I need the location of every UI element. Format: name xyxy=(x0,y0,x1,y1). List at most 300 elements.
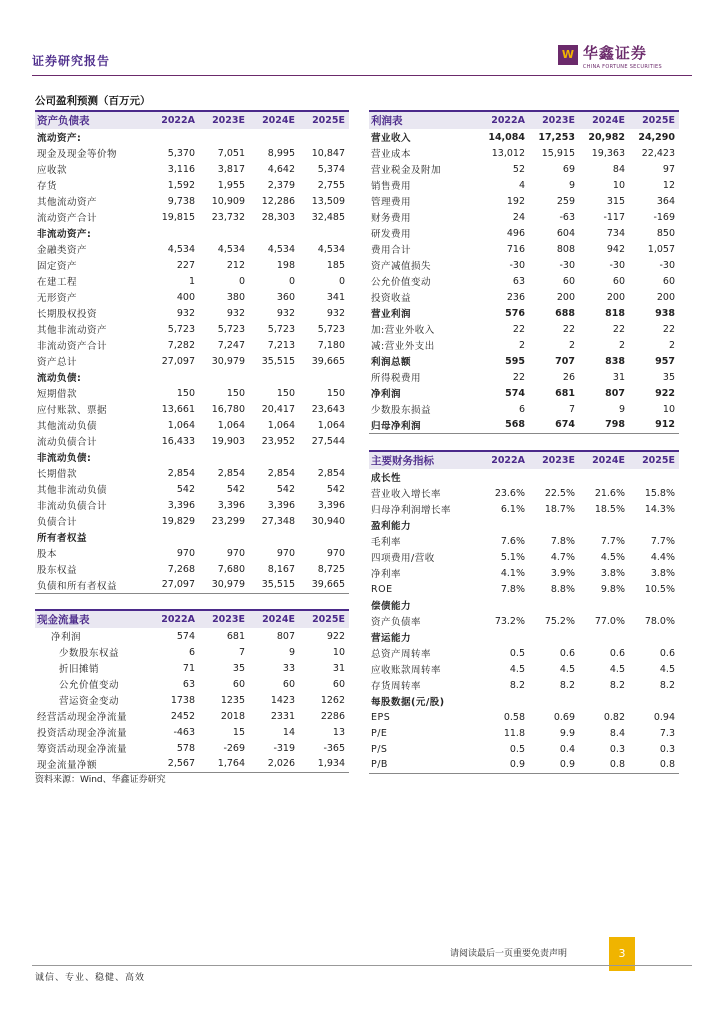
row-label: 筹资活动现金净流量 xyxy=(37,744,128,755)
cell-value: 31 xyxy=(332,662,345,674)
table-row xyxy=(35,417,349,433)
cell-value: 6.1% xyxy=(500,503,525,515)
table-row xyxy=(369,645,679,661)
table-row xyxy=(369,289,679,305)
cell-value: 2,854 xyxy=(267,467,295,479)
cell-value: 22 xyxy=(612,323,625,335)
cell-value: 14.3% xyxy=(644,503,675,515)
table-row xyxy=(369,757,679,773)
cell-value: -319 xyxy=(273,742,295,754)
table-row xyxy=(369,273,679,289)
cell-value: 2,379 xyxy=(267,179,295,191)
cell-value: 0.9 xyxy=(529,757,579,773)
row-label: P/E xyxy=(371,727,388,739)
cell-value: 7,213 xyxy=(267,339,295,351)
cell-value: 542 xyxy=(226,483,245,495)
table-row xyxy=(369,257,679,273)
cell-value: 22 xyxy=(512,323,525,335)
cell-value xyxy=(479,693,529,709)
cell-value: 9 xyxy=(618,403,625,415)
cell-value xyxy=(579,693,629,709)
cell-value: 2 xyxy=(518,339,525,351)
table-row xyxy=(35,161,349,177)
cell-value: 2,854 xyxy=(167,467,195,479)
row-label: 加:营业外收入 xyxy=(371,325,435,336)
cell-value: 970 xyxy=(276,547,295,559)
cell-value: 10 xyxy=(662,403,675,415)
cell-value: 32,485 xyxy=(311,211,345,223)
table-row xyxy=(35,129,349,145)
cell-value: 2,567 xyxy=(149,756,199,772)
cell-value: 3,396 xyxy=(167,499,195,511)
cell-value: 22.5% xyxy=(544,487,575,499)
cell-value: 200 xyxy=(606,291,625,303)
cell-value: 15 xyxy=(232,726,245,738)
cell-value: 8,995 xyxy=(267,147,295,159)
table-row xyxy=(369,337,679,353)
cell-value: 364 xyxy=(656,195,675,207)
table-row xyxy=(35,644,349,660)
year-header: 2024E xyxy=(249,610,299,628)
cell-value: 60 xyxy=(562,275,575,287)
row-label: 非流动负债: xyxy=(37,453,92,464)
cell-value: 1,764 xyxy=(199,756,249,772)
cell-value: 0.69 xyxy=(553,711,575,723)
table-row xyxy=(369,417,679,433)
row-label: 金融类资产 xyxy=(37,245,88,256)
year-header: 2023E xyxy=(529,111,579,129)
cell-value: 7 xyxy=(238,646,245,658)
row-label: 少数股东损益 xyxy=(371,405,432,416)
cell-value: 22,423 xyxy=(641,147,675,159)
cell-value: 7.7% xyxy=(600,535,625,547)
cell-value: 17,253 xyxy=(538,131,575,143)
cell-value: 1,057 xyxy=(647,243,675,255)
cell-value: 16,433 xyxy=(161,435,195,447)
cell-value: 0.5 xyxy=(509,647,525,659)
cell-value: 11.8 xyxy=(503,727,525,739)
cell-value: 185 xyxy=(326,259,345,271)
cell-value: 3.8% xyxy=(600,567,625,579)
cell-value: 2 xyxy=(668,339,675,351)
table-row xyxy=(35,724,349,740)
cell-value xyxy=(579,629,629,645)
cell-value: 4.5 xyxy=(559,663,575,675)
cell-value xyxy=(479,469,529,485)
cell-value xyxy=(199,369,249,385)
cell-value: 2 xyxy=(568,339,575,351)
table-row xyxy=(369,581,679,597)
row-label: ROE xyxy=(371,583,393,595)
year-header: 2025E xyxy=(299,111,349,129)
year-header: 2025E xyxy=(629,451,679,469)
cell-value: 63 xyxy=(182,678,195,690)
cell-value: 19,829 xyxy=(161,515,195,527)
table-row xyxy=(35,660,349,676)
cash-flow-table xyxy=(35,609,349,773)
cell-value: 3,817 xyxy=(217,163,245,175)
cell-value: 1,934 xyxy=(299,756,349,772)
cell-value: 380 xyxy=(226,291,245,303)
table-row xyxy=(369,613,679,629)
row-label: 偿债能力 xyxy=(371,601,412,612)
row-label: 归母净利润 xyxy=(369,417,479,433)
cell-value xyxy=(579,597,629,613)
row-label: 股东权益 xyxy=(37,565,78,576)
year-header: 2022A xyxy=(479,451,529,469)
page-header xyxy=(32,44,692,76)
cell-value: 24 xyxy=(512,211,525,223)
row-label: EPS xyxy=(371,711,391,723)
cell-value: 9.9 xyxy=(559,727,575,739)
cell-value xyxy=(199,129,249,145)
cell-value: 15.8% xyxy=(644,487,675,499)
cell-value: 7.3 xyxy=(659,727,675,739)
cell-value xyxy=(629,597,679,613)
year-header: 2022A xyxy=(149,111,199,129)
cell-value: 1235 xyxy=(220,694,245,706)
table-row xyxy=(35,561,349,577)
cell-value: 942 xyxy=(606,243,625,255)
cell-value: 192 xyxy=(506,195,525,207)
cell-value: 30,979 xyxy=(211,355,245,367)
cell-value: 932 xyxy=(326,307,345,319)
cell-value: 932 xyxy=(176,307,195,319)
row-label: 少数股东权益 xyxy=(59,648,120,659)
table-row xyxy=(35,513,349,529)
table-row xyxy=(369,677,679,693)
cell-value: 4,642 xyxy=(267,163,295,175)
cell-value: 808 xyxy=(556,243,575,255)
cell-value: 922 xyxy=(326,630,345,642)
cell-value xyxy=(629,469,679,485)
cell-value: 75.2% xyxy=(544,615,575,627)
cell-value xyxy=(529,597,579,613)
cell-value: 0.82 xyxy=(603,711,625,723)
year-header: 2025E xyxy=(299,610,349,628)
cell-value: 970 xyxy=(176,547,195,559)
cell-value: 5,723 xyxy=(267,323,295,335)
cell-value: 39,665 xyxy=(299,577,349,593)
table-row xyxy=(35,449,349,465)
cell-value: 63 xyxy=(512,275,525,287)
cell-value: 60 xyxy=(282,678,295,690)
cell-value: 97 xyxy=(662,163,675,175)
row-label: 非流动资产合计 xyxy=(37,341,108,352)
row-label: 存货周转率 xyxy=(371,681,422,692)
cell-value xyxy=(249,449,299,465)
cell-value: -269 xyxy=(223,742,245,754)
cell-value: 24,290 xyxy=(638,131,675,143)
cell-value xyxy=(299,129,349,145)
table-row xyxy=(369,321,679,337)
table-row xyxy=(35,353,349,369)
table-row xyxy=(35,433,349,449)
row-label: 应收款 xyxy=(37,165,68,176)
cell-value: 23,643 xyxy=(311,403,345,415)
cell-value: 4.5 xyxy=(659,663,675,675)
row-label: P/S xyxy=(371,743,388,755)
table-title: 利润表 xyxy=(369,111,479,129)
cell-value: 52 xyxy=(512,163,525,175)
table-title: 资产负债表 xyxy=(35,111,149,129)
year-header: 2022A xyxy=(479,111,529,129)
report-type-label: 证券研究报告 xyxy=(32,54,111,68)
cell-value: 595 xyxy=(505,355,525,367)
cell-value xyxy=(299,225,349,241)
cell-value xyxy=(299,529,349,545)
table-row xyxy=(35,577,349,593)
row-label: 营业收入增长率 xyxy=(371,489,442,500)
company-logo xyxy=(558,42,662,70)
row-label: 其他非流动负债 xyxy=(37,485,108,496)
cell-value xyxy=(299,449,349,465)
row-label: 流动资产: xyxy=(37,133,82,144)
cell-value: 4,534 xyxy=(267,243,295,255)
cell-value: 4.5 xyxy=(609,663,625,675)
table-row xyxy=(35,676,349,692)
row-label: 净利润 xyxy=(371,389,402,400)
cell-value: 8.2 xyxy=(559,679,575,691)
table-row xyxy=(35,209,349,225)
cell-value: 5.1% xyxy=(500,551,525,563)
cell-value: 0.6 xyxy=(559,647,575,659)
cell-value: 150 xyxy=(326,387,345,399)
cell-value: 0.3 xyxy=(659,743,675,755)
cell-value: 8.2 xyxy=(509,679,525,691)
cell-value: 14,084 xyxy=(488,131,525,143)
cell-value: 4,534 xyxy=(167,243,195,255)
cell-value: 3.8% xyxy=(650,567,675,579)
row-label: 其他非流动资产 xyxy=(37,325,108,336)
cell-value xyxy=(529,469,579,485)
year-header: 2023E xyxy=(199,111,249,129)
cell-value: 3.9% xyxy=(550,567,575,579)
row-label: 在建工程 xyxy=(37,277,78,288)
cell-value: 236 xyxy=(506,291,525,303)
cell-value: 4,534 xyxy=(317,243,345,255)
year-header: 2025E xyxy=(629,111,679,129)
table-title: 现金流量表 xyxy=(35,610,149,628)
cell-value: 9 xyxy=(288,646,295,658)
table-row xyxy=(35,273,349,289)
row-label: 营业收入 xyxy=(371,133,412,144)
row-label: 长期借款 xyxy=(37,469,78,480)
cell-value: 9 xyxy=(568,179,575,191)
row-label: 营业成本 xyxy=(371,149,412,160)
cell-value xyxy=(529,517,579,533)
row-label: 长期股权投资 xyxy=(37,309,98,320)
cell-value: 0.3 xyxy=(609,743,625,755)
row-label: 投资活动现金净流量 xyxy=(37,728,128,739)
logo-name-cn: 华鑫证券 xyxy=(582,44,647,62)
cell-value: 13,509 xyxy=(311,195,345,207)
cell-value: 60 xyxy=(232,678,245,690)
row-label: 应收账款周转率 xyxy=(371,665,442,676)
disclaimer-note: 请阅读最后一页重要免责声明 xyxy=(450,949,568,959)
cell-value: 69 xyxy=(562,163,575,175)
table-row xyxy=(369,485,679,501)
cell-value: 198 xyxy=(276,259,295,271)
cell-value: 60 xyxy=(332,678,345,690)
cell-value: 674 xyxy=(529,417,579,433)
table-row xyxy=(35,628,349,644)
cell-value: 400 xyxy=(176,291,195,303)
row-label: 短期借款 xyxy=(37,389,78,400)
cell-value: 574 xyxy=(505,387,525,399)
row-label: 盈利能力 xyxy=(371,521,412,532)
table-row xyxy=(369,741,679,757)
table-row xyxy=(35,337,349,353)
cell-value: 716 xyxy=(506,243,525,255)
table-row xyxy=(35,545,349,561)
table-row xyxy=(369,725,679,741)
table-row xyxy=(369,629,679,645)
table-header-row xyxy=(35,610,349,628)
table-row xyxy=(35,465,349,481)
cell-value: 27,097 xyxy=(149,577,199,593)
cell-value: 1423 xyxy=(270,694,295,706)
table-row xyxy=(369,517,679,533)
cell-value: -63 xyxy=(559,211,575,223)
cell-value: 6 xyxy=(518,403,525,415)
table-row xyxy=(369,161,679,177)
cell-value: 10 xyxy=(612,179,625,191)
cell-value xyxy=(479,629,529,645)
row-label: 费用合计 xyxy=(371,245,412,256)
cell-value: 12,286 xyxy=(261,195,295,207)
cell-value: 33 xyxy=(282,662,295,674)
cell-value: 13 xyxy=(332,726,345,738)
cell-value: 807 xyxy=(276,630,295,642)
cell-value: -463 xyxy=(173,726,195,738)
cell-value: 3,396 xyxy=(317,499,345,511)
cell-value: 23.6% xyxy=(494,487,525,499)
cell-value: 2,026 xyxy=(249,756,299,772)
table-row xyxy=(35,289,349,305)
data-source-note: 资料来源：Wind、华鑫证券研究 xyxy=(35,775,166,785)
table-row xyxy=(35,321,349,337)
cell-value: 77.0% xyxy=(594,615,625,627)
row-label: 每股数据(元/股) xyxy=(371,697,445,708)
cell-value: 8.2 xyxy=(659,679,675,691)
cell-value: 0 xyxy=(288,275,295,287)
cell-value xyxy=(149,369,199,385)
table-row xyxy=(35,497,349,513)
cell-value: 13,012 xyxy=(491,147,525,159)
row-label: 现金及现金等价物 xyxy=(37,149,118,160)
cell-value: 150 xyxy=(226,387,245,399)
cell-value: 2,755 xyxy=(317,179,345,191)
table-row xyxy=(369,501,679,517)
cell-value: 150 xyxy=(176,387,195,399)
cell-value: 1,064 xyxy=(267,419,295,431)
cell-value xyxy=(479,517,529,533)
cell-value xyxy=(629,517,679,533)
cell-value: 150 xyxy=(276,387,295,399)
cell-value: 6 xyxy=(188,646,195,658)
cell-value: -30 xyxy=(659,259,675,271)
cell-value: 850 xyxy=(656,227,675,239)
cell-value xyxy=(579,469,629,485)
cell-value: 30,940 xyxy=(311,515,345,527)
cell-value: 932 xyxy=(226,307,245,319)
cell-value: 12 xyxy=(662,179,675,191)
cell-value: 35 xyxy=(232,662,245,674)
cell-value xyxy=(149,449,199,465)
cell-value: 5,723 xyxy=(167,323,195,335)
cell-value: 23,952 xyxy=(261,435,295,447)
cell-value: 13,661 xyxy=(161,403,195,415)
cell-value: 200 xyxy=(656,291,675,303)
row-label: 资产减值损失 xyxy=(371,261,432,272)
cell-value: 5,723 xyxy=(217,323,245,335)
row-label: 净利率 xyxy=(371,569,402,580)
cell-value: 26 xyxy=(562,371,575,383)
row-label: 公允价值变动 xyxy=(59,680,120,691)
row-label: 负债合计 xyxy=(37,517,78,528)
cell-value: 681 xyxy=(555,387,575,399)
row-label: 资产负债率 xyxy=(371,617,422,628)
cell-value: -30 xyxy=(559,259,575,271)
cell-value: -117 xyxy=(603,211,625,223)
cell-value: 496 xyxy=(506,227,525,239)
cell-value: 574 xyxy=(176,630,195,642)
row-label: 股本 xyxy=(37,549,58,560)
footer-divider xyxy=(32,965,692,966)
cell-value: 3,396 xyxy=(267,499,295,511)
cell-value: 22 xyxy=(512,371,525,383)
cell-value: 970 xyxy=(226,547,245,559)
cell-value: 4,534 xyxy=(217,243,245,255)
cell-value: 807 xyxy=(605,387,625,399)
logo-name-en: CHINA FORTUNE SECURITIES xyxy=(582,64,662,70)
cell-value: 9.8% xyxy=(600,583,625,595)
cell-value: 0 xyxy=(238,275,245,287)
row-label: 非流动负债合计 xyxy=(37,501,108,512)
cell-value: 0.8 xyxy=(579,757,629,773)
cell-value: 27,348 xyxy=(261,515,295,527)
cell-value: 259 xyxy=(556,195,575,207)
cell-value: 957 xyxy=(655,355,675,367)
cell-value: 734 xyxy=(606,227,625,239)
cell-value: 2,854 xyxy=(217,467,245,479)
cell-value: 3,396 xyxy=(217,499,245,511)
row-label: 研发费用 xyxy=(371,229,412,240)
cell-value: 60 xyxy=(662,275,675,287)
cell-value: 2331 xyxy=(270,710,295,722)
row-label: 折旧摊销 xyxy=(59,664,100,675)
cell-value xyxy=(149,529,199,545)
table-row xyxy=(369,209,679,225)
cell-value: 18.7% xyxy=(544,503,575,515)
table-row xyxy=(369,661,679,677)
table-row xyxy=(35,756,349,772)
table-row xyxy=(369,225,679,241)
cell-value: 78.0% xyxy=(644,615,675,627)
company-slogan: 诚信、专业、稳健、高效 xyxy=(35,973,146,983)
cell-value: 8.2 xyxy=(609,679,625,691)
cell-value: 60 xyxy=(612,275,625,287)
cell-value: 18.5% xyxy=(594,503,625,515)
cell-value xyxy=(529,629,579,645)
cell-value xyxy=(249,369,299,385)
row-label: 毛利率 xyxy=(371,537,402,548)
table-row xyxy=(35,305,349,321)
cell-value: 576 xyxy=(505,307,525,319)
cell-value: 7.6% xyxy=(500,535,525,547)
cell-value: 7,282 xyxy=(167,339,195,351)
